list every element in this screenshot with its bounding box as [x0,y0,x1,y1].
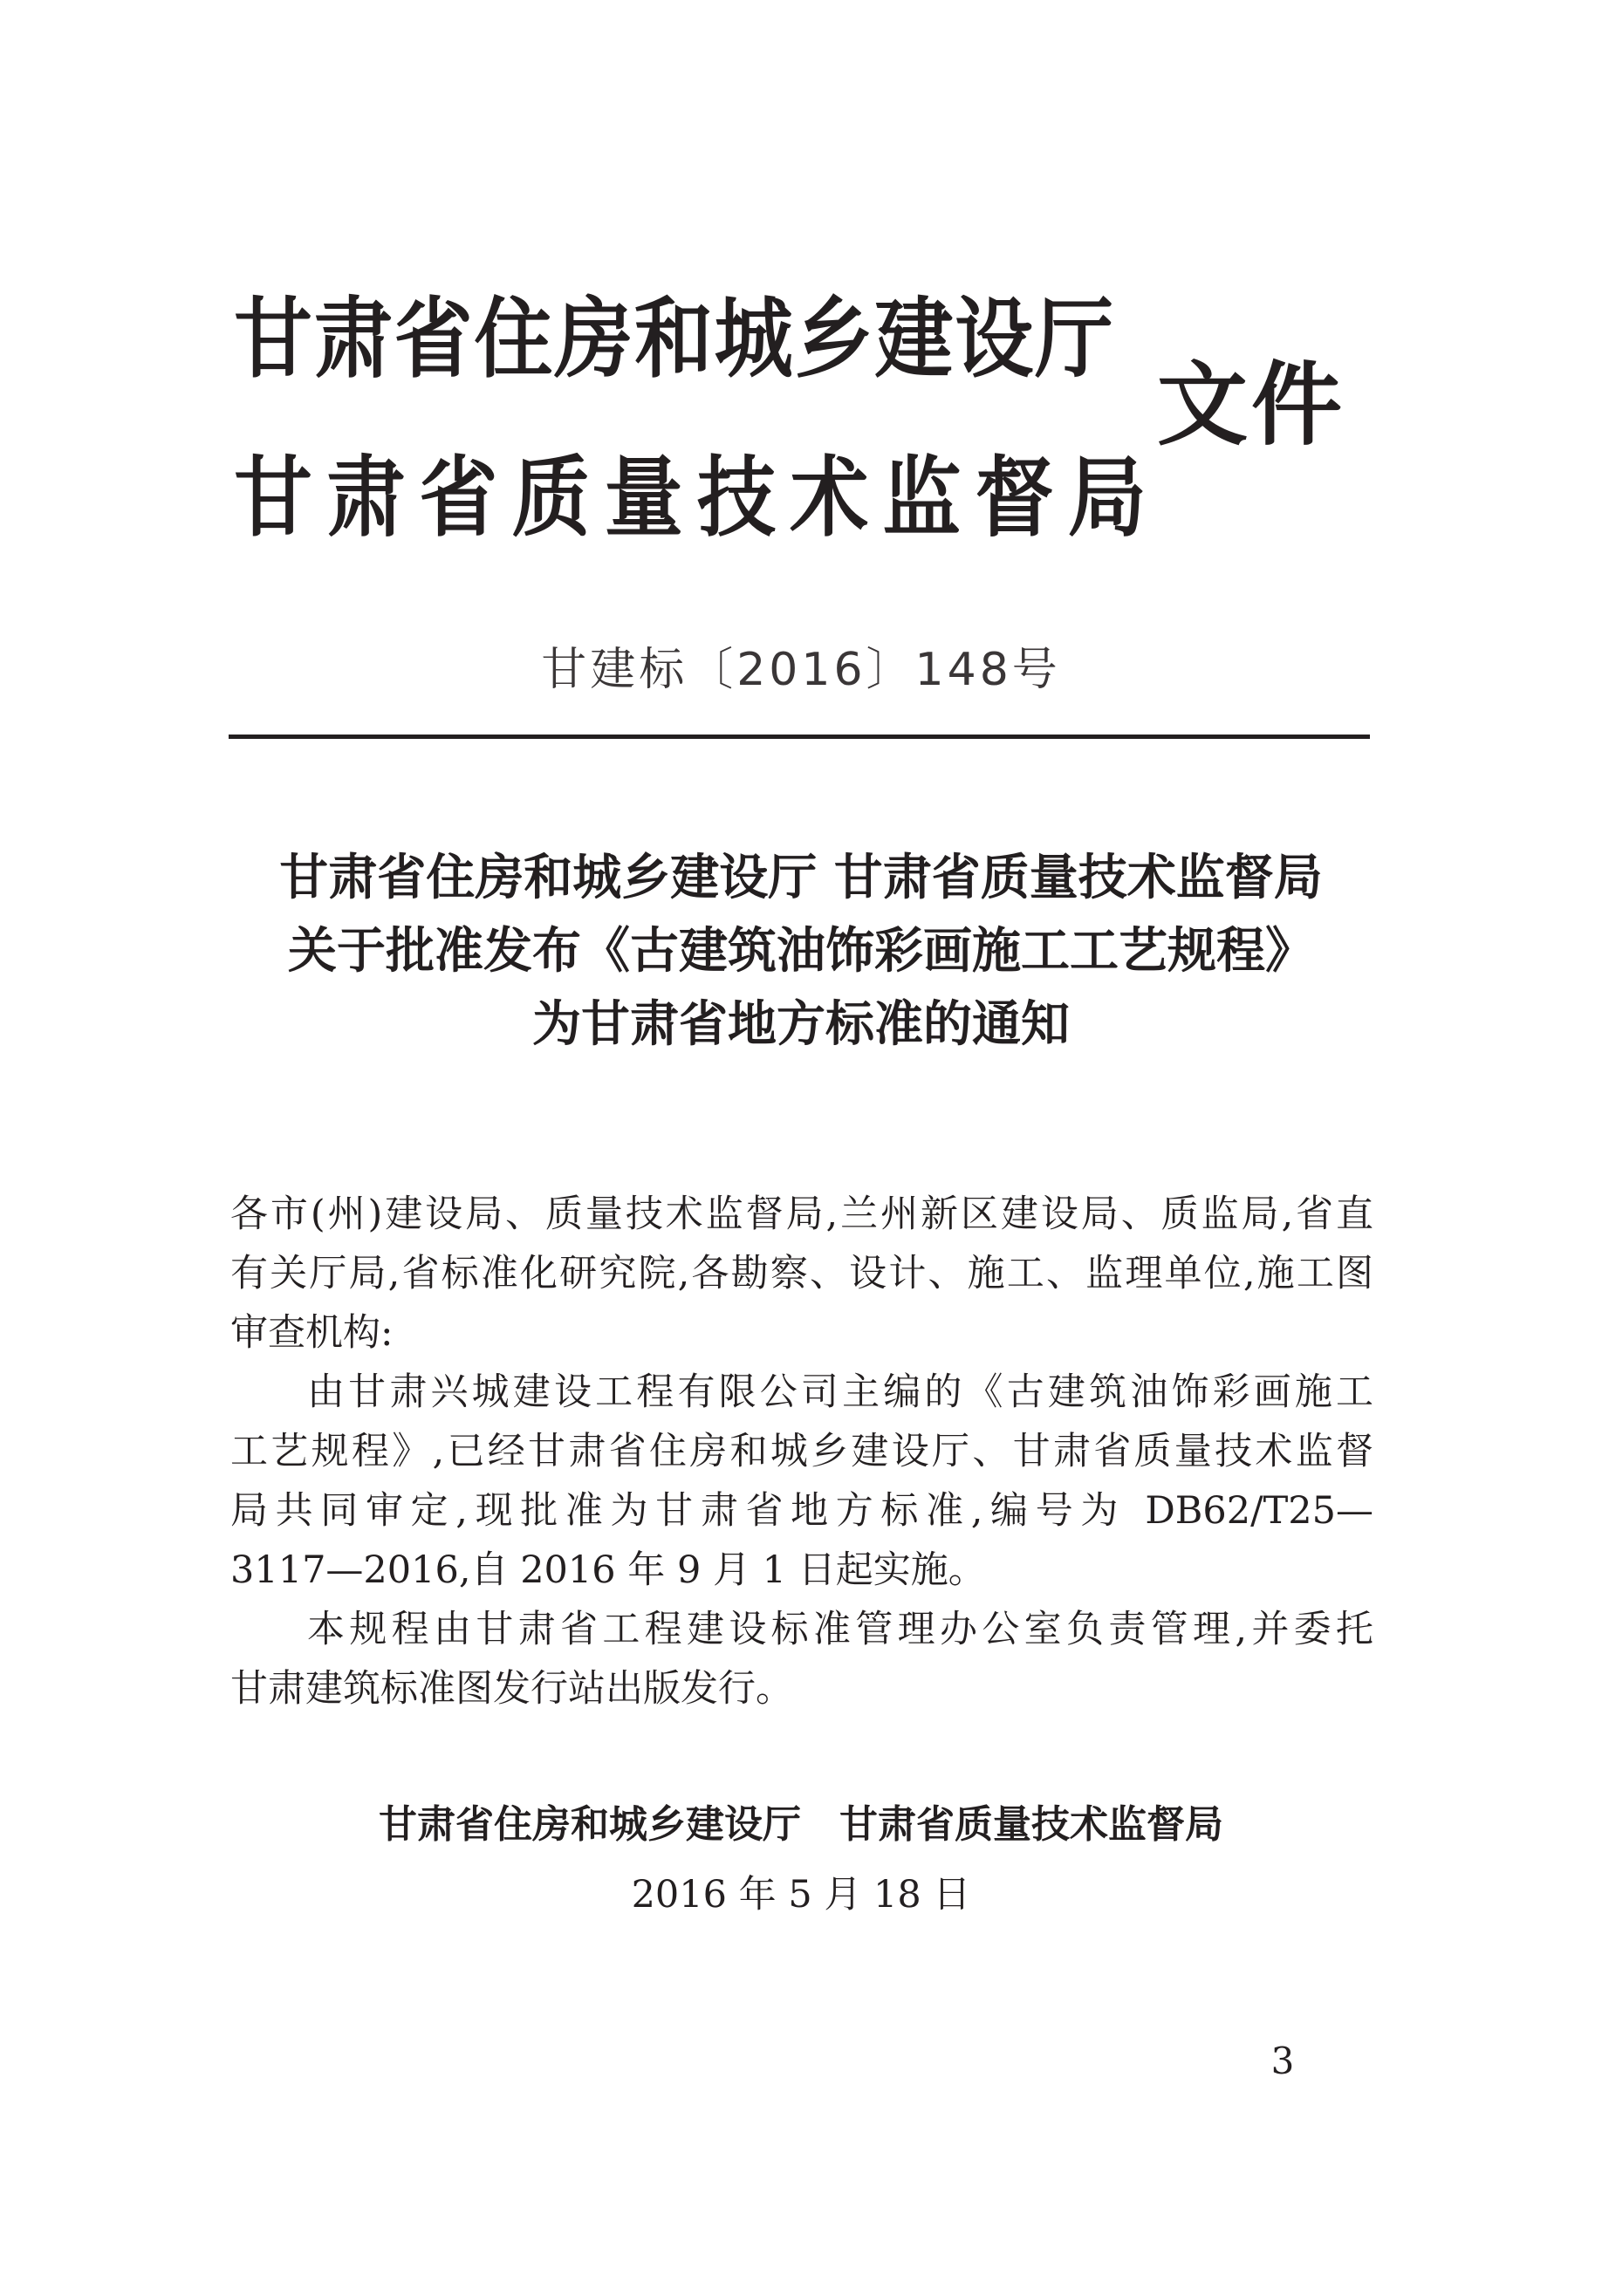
notice-title [0,841,1602,1061]
addressee-line: 审查机构: [230,1311,394,1355]
notice-title-line: 关于批准发布《古建筑油饰彩画施工工艺规程》 [288,922,1314,980]
addressee-line: 有关厅局,省标准化研究院,各勘察、设计、施工、监理单位,施工图 [230,1252,1373,1295]
notice-body [230,1185,1373,1719]
signatory-housing: 甘肃省住房和城乡建设厅 [379,1802,801,1847]
issuing-authority-housing: 甘肃省住房和城乡建设厅 [234,287,1115,390]
page-number: 3 [1270,2040,1295,2082]
header-divider [229,735,1370,739]
paragraph-line: 3117—2016,自 2016 年 9 月 1 日起实施。 [230,1548,986,1592]
paragraph-line: 由甘肃兴城建设工程有限公司主编的《古建筑油饰彩画施工 [307,1370,1373,1414]
document-number: 甘建标〔2016〕148号 [541,644,1061,696]
paragraph-line: 工艺规程》,已经甘肃省住房和城乡建设厅、甘肃省质量技术监督 [230,1430,1373,1473]
notice-title-line: 甘肃省住房和城乡建设厅 甘肃省质量技术监督局 [279,849,1323,906]
document-type-label: 文件 [1157,351,1346,458]
paragraph-line: 甘肃建筑标准图发行站出版发行。 [230,1667,793,1711]
addressee-line: 各市(州)建设局、质量技术监督局,兰州新区建设局、质监局,省直 [230,1192,1373,1236]
signature-date: 2016 年 5 月 18 日 [631,1873,971,1917]
paragraph-line: 局共同审定,现批准为甘肃省地方标准,编号为 DB62/T25— [230,1489,1373,1533]
paragraph-line: 本规程由甘肃省工程建设标准管理办公室负责管理,并委托 [307,1608,1373,1651]
signatory-quality: 甘肃省质量技术监督局 [839,1802,1223,1847]
signature-block [0,1799,1602,1851]
issuing-authorities [234,287,1160,549]
notice-title-line: 为甘肃省地方标准的通知 [532,995,1070,1053]
issuing-authority-quality: 甘肃省质量技术监督局 [234,446,1160,549]
